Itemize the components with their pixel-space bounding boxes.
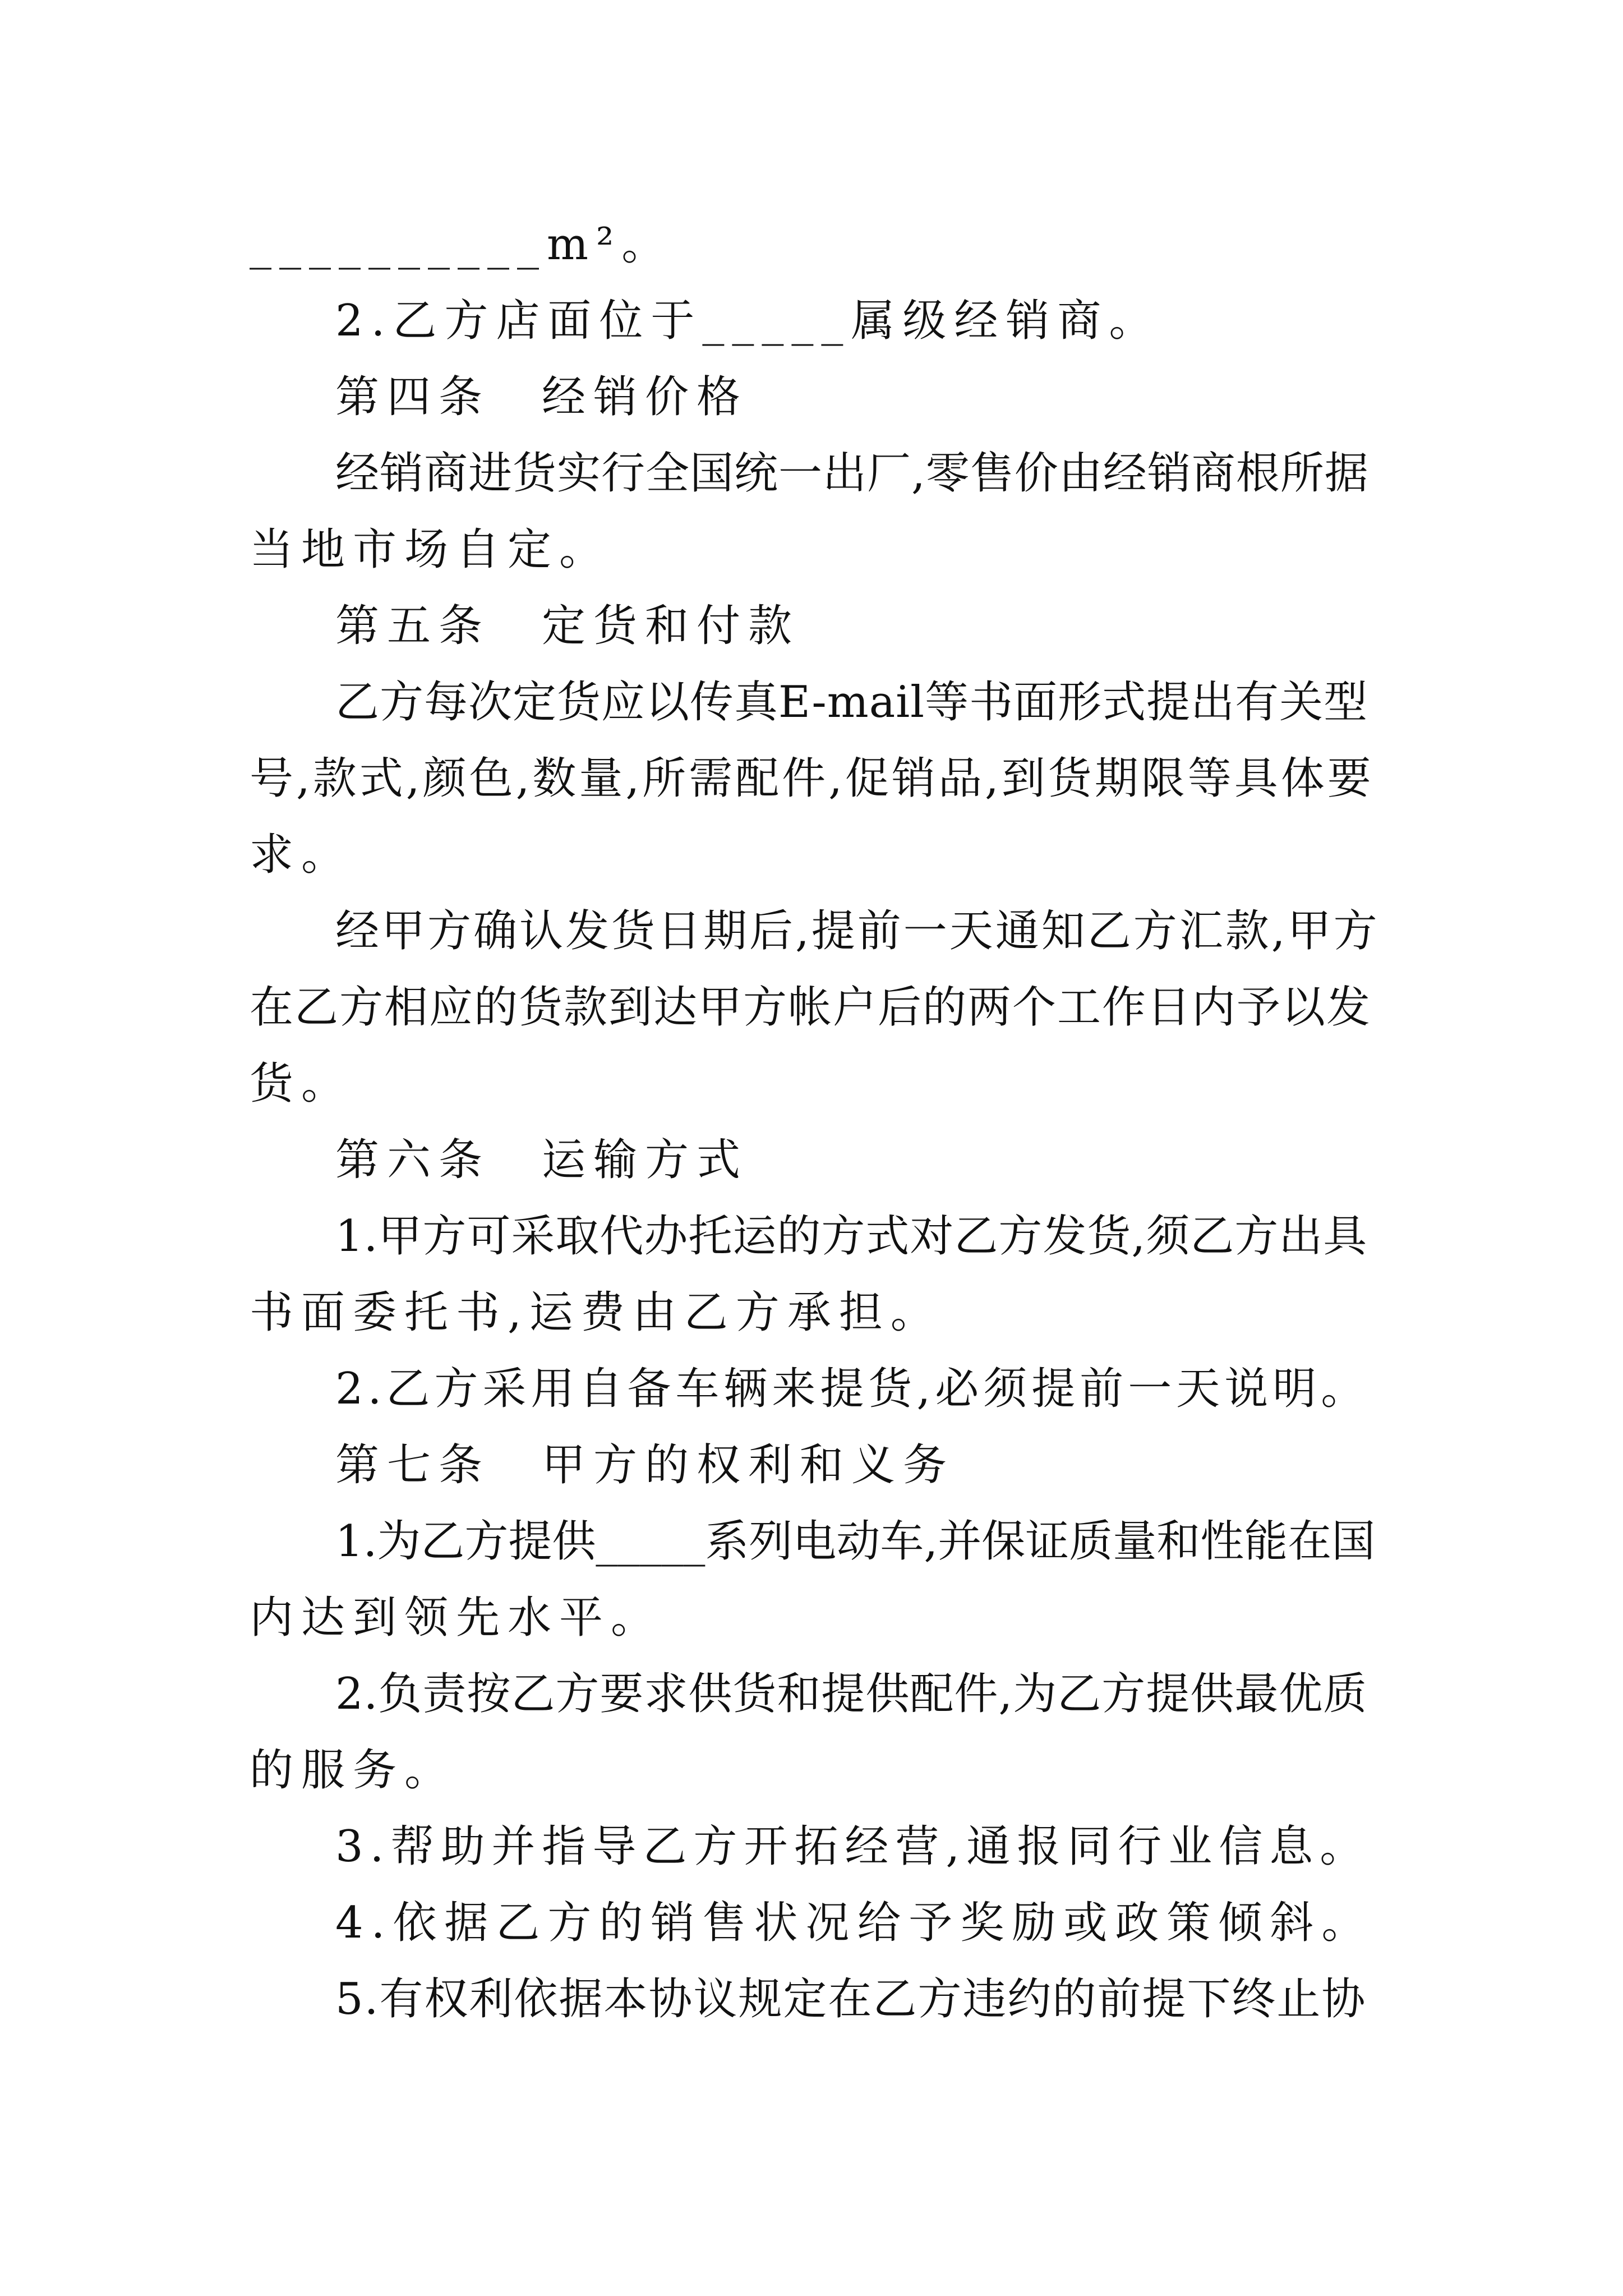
text-line-area-unit: __________m²。 — [250, 219, 674, 270]
text-line-shipping-1-cont: 书面委托书,运费由乙方承担。 — [250, 1287, 942, 1338]
text-line-duty-1: 1.为乙方提供_____系列电动车,并保证质量和性能在国 — [335, 1516, 1376, 1567]
text-line-ordering-cont: 号,款式,颜色,数量,所需配件,促销品,到货期限等具体要 — [250, 753, 1374, 804]
text-line-pricing: 经销商进货实行全国统一出厂,零售价由经销商根所据 — [335, 448, 1369, 499]
article-5-heading: 第五条 定货和付款 — [335, 601, 800, 651]
text-line-shipping-1: 1.甲方可采取代办托运的方式对乙方发货,须乙方出具 — [335, 1211, 1368, 1262]
text-line-duty-3: 3.帮助并指导乙方开拓经营,通报同行业信息。 — [335, 1821, 1371, 1872]
text-line-store-location: 2.乙方店面位于_____属级经销商。 — [335, 296, 1161, 346]
text-line-payment-cont: 在乙方相应的货款到达甲方帐户后的两个工作日内予以发 — [250, 982, 1372, 1033]
text-line-payment: 经甲方确认发货日期后,提前一天通知乙方汇款,甲方 — [335, 906, 1380, 956]
text-line-shipping-2: 2.乙方采用自备车辆来提货,必须提前一天说明。 — [335, 1364, 1370, 1414]
text-line-pricing-cont: 当地市场自定。 — [250, 524, 611, 575]
article-4-heading: 第四条 经销价格 — [335, 372, 749, 422]
text-line-duty-4: 4.依据乙方的销售状况给予奖励或政策倾斜。 — [335, 1898, 1373, 1948]
text-line-duty-1-cont: 内达到领先水平。 — [250, 1593, 663, 1643]
text-line-ordering-end: 求。 — [250, 830, 353, 880]
article-7-heading: 第七条 甲方的权利和义务 — [335, 1440, 955, 1490]
text-line-duty-2-cont: 的服务。 — [250, 1745, 457, 1796]
text-line-duty-2: 2.负责按乙方要求供货和提供配件,为乙方提供最优质 — [335, 1669, 1368, 1719]
text-line-payment-end: 货。 — [250, 1059, 353, 1109]
text-line-duty-5: 5.有权利依据本协议规定在乙方违约的前提下终止协 — [335, 1974, 1367, 2024]
article-6-heading: 第六条 运输方式 — [335, 1135, 749, 1185]
text-line-ordering: 乙方每次定货应以传真E-mail等书面形式提出有关型 — [335, 677, 1368, 728]
